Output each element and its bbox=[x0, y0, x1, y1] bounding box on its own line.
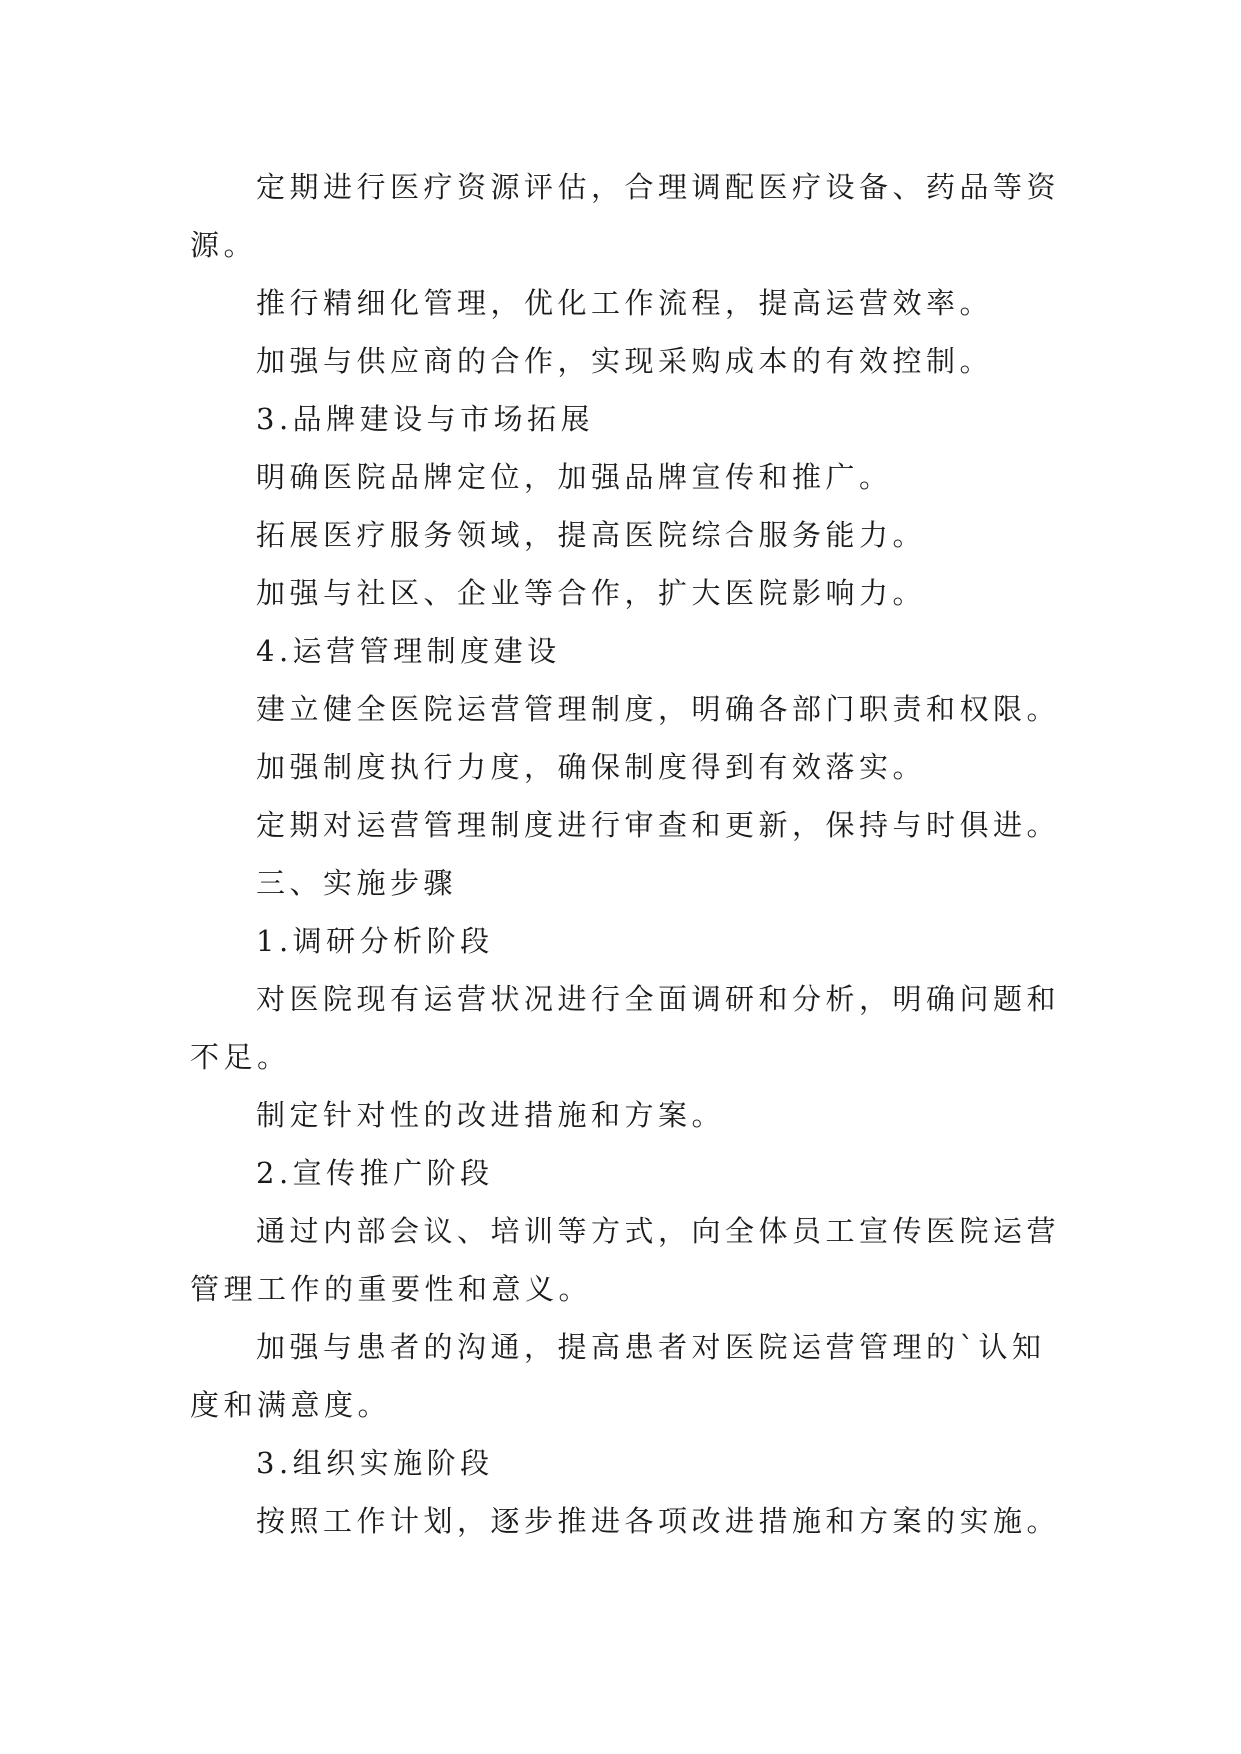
paragraph: 通过内部会议、培训等方式，向全体员工宣传医院运营管理工作的重要性和意义。 bbox=[190, 1214, 1061, 1306]
section-heading: 1.调研分析阶段 bbox=[256, 924, 494, 958]
paragraph: 对医院现有运营状况进行全面调研和分析，明确问题和不足。 bbox=[190, 982, 1061, 1074]
paragraph: 加强与社区、企业等合作，扩大医院影响力。 bbox=[256, 576, 927, 610]
paragraph: 建立健全医院运营管理制度，明确各部门职责和权限。 bbox=[256, 692, 1061, 726]
paragraph: 推行精细化管理，优化工作流程，提高运营效率。 bbox=[256, 286, 994, 320]
section-heading: 2.宣传推广阶段 bbox=[256, 1156, 494, 1190]
paragraph: 明确医院品牌定位，加强品牌宣传和推广。 bbox=[256, 460, 893, 494]
paragraph: 拓展医疗服务领域，提高医院综合服务能力。 bbox=[256, 518, 927, 552]
document-body bbox=[190, 158, 1070, 1550]
paragraph: 加强与供应商的合作，实现采购成本的有效控制。 bbox=[256, 344, 994, 378]
paragraph: 定期对运营管理制度进行审查和更新，保持与时俱进。 bbox=[256, 808, 1061, 842]
section-heading: 4.运营管理制度建设 bbox=[256, 634, 561, 668]
paragraph: 按照工作计划，逐步推进各项改进措施和方案的实施。 bbox=[256, 1504, 1061, 1538]
section-heading: 3.组织实施阶段 bbox=[256, 1446, 494, 1480]
paragraph: 加强制度执行力度，确保制度得到有效落实。 bbox=[256, 750, 927, 784]
paragraph: 加强与患者的沟通，提高患者对医院运营管理的`认知度和满意度。 bbox=[190, 1330, 1046, 1422]
chapter-heading: 三、实施步骤 bbox=[256, 866, 458, 900]
paragraph: 定期进行医疗资源评估，合理调配医疗设备、药品等资源。 bbox=[190, 170, 1061, 262]
paragraph: 制定针对性的改进措施和方案。 bbox=[256, 1098, 726, 1132]
section-heading: 3.品牌建设与市场拓展 bbox=[256, 402, 595, 436]
